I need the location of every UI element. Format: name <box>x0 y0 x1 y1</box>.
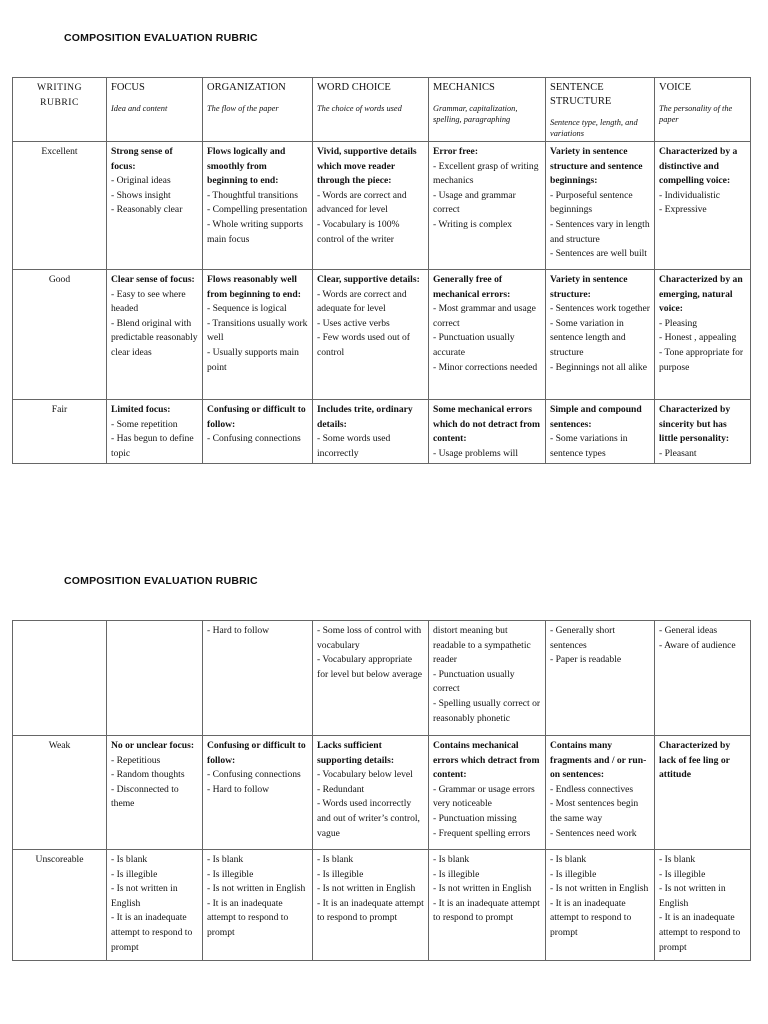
criterion-item: - Blend original with predictable reasonably clear ideas <box>111 317 198 358</box>
criterion-heading: Clear sense of focus: <box>111 274 195 285</box>
criterion-item: - Punctuation usually accurate <box>433 332 515 358</box>
criterion-item: - Usage problems will <box>433 447 518 459</box>
criterion-item: - Usually supports main point <box>207 346 299 373</box>
criterion-item: - Some repetition <box>111 418 178 430</box>
criterion-item: - Some loss of control with vocabulary <box>317 625 422 651</box>
criterion-item: - Original ideas <box>111 175 171 187</box>
column-subtitle: The personality of the paper <box>659 104 733 124</box>
criterion-item: - Individualistic <box>659 189 721 201</box>
row-label <box>13 621 107 736</box>
column-title: SENTENCE STRUCTURE <box>550 82 612 107</box>
criterion-heading: No or unclear focus: <box>111 740 195 751</box>
criterion-item: - Is not written in English <box>433 883 532 895</box>
rubric-cell <box>546 736 655 850</box>
criterion-item: - Is not written in English <box>659 883 726 909</box>
rubric-cell <box>203 850 313 961</box>
criterion-heading: Clear, supportive details: <box>317 274 420 285</box>
criterion-item: - Some variation in sentence length and structure <box>550 317 626 358</box>
rubric-cell <box>655 270 751 400</box>
criterion-heading: Confusing or difficult to follow: <box>207 740 306 766</box>
column-header-focus <box>107 78 203 142</box>
criterion-item: - Repetitious <box>111 754 161 766</box>
criterion-heading: Contains many fragments and / or run-on sentences: <box>550 740 647 781</box>
criterion-item: - Some variations in sentence types <box>550 433 628 459</box>
row-excellent <box>13 142 751 270</box>
criterion-item: - Paper is readable <box>550 654 622 666</box>
criterion-item: - Pleasant <box>659 447 697 459</box>
criterion-heading: Characterized by a distinctive and compelling voice: <box>659 146 738 187</box>
rubric-cell <box>429 400 546 464</box>
column-title: VOICE <box>659 82 692 93</box>
criterion-heading: Characterized by sincerity but has little personality: <box>659 404 731 445</box>
column-header-word-choice <box>313 78 429 142</box>
row-label: Good <box>13 270 107 400</box>
criterion-item: - Redundant <box>317 783 365 795</box>
rubric-table-page-2 <box>12 620 751 961</box>
criterion-heading: Simple and compound sentences: <box>550 404 642 430</box>
criterion-item: - Honest , appealing <box>659 332 737 344</box>
page-title-repeat: COMPOSITION EVALUATION RUBRIC <box>64 575 258 587</box>
column-subtitle: Grammar, capitalization, spelling, paragraphing <box>433 104 518 124</box>
rubric-cell <box>655 850 751 961</box>
column-header-voice <box>655 78 751 142</box>
column-subtitle: Sentence type, length, and variations <box>550 118 638 138</box>
criterion-heading: Some mechanical errors which do not detract from content: <box>433 404 540 445</box>
criterion-item: - Words are correct and adequate for level <box>317 288 407 315</box>
criterion-item: - Thoughtful transitions <box>207 189 298 201</box>
criterion-heading: Generally free of mechanical errors: <box>433 274 511 300</box>
criterion-heading: Flows logically and smoothly from beginning to end: <box>207 146 286 187</box>
row-label: Weak <box>13 736 107 850</box>
criterion-item: - Is blank <box>550 854 587 865</box>
row-label: Excellent <box>13 142 107 270</box>
criterion-item: - Punctuation missing <box>433 812 517 824</box>
criterion-item: - Purposeful sentence beginnings <box>550 189 633 216</box>
criterion-item: - Is blank <box>317 854 354 865</box>
criterion-item: - Confusing connections <box>207 433 301 445</box>
rubric-corner-label: WRITING RUBRIC <box>13 78 107 142</box>
criterion-heading: Error free: <box>433 146 479 157</box>
criterion-item: - Random thoughts <box>111 769 185 781</box>
criterion-heading: Confusing or difficult to follow: <box>207 404 306 430</box>
criterion-heading: Variety in sentence structure: <box>550 274 628 300</box>
criterion-item: - General ideas <box>659 625 718 636</box>
rubric-cell <box>429 270 546 400</box>
criterion-item: - It is an inadequate attempt to respond to prompt <box>659 912 741 953</box>
criterion-item: - Sentences are well built <box>550 248 647 260</box>
criterion-item: - Hard to follow <box>207 625 270 636</box>
criterion-item: - Confusing connections <box>207 769 301 781</box>
criterion-item: - It is an inadequate attempt to respond to prompt <box>550 897 632 938</box>
criterion-item: - Sequence is logical <box>207 303 287 315</box>
criterion-item: - Words used incorrectly and out of writer’s control, vague <box>317 798 420 839</box>
rubric-cell <box>546 142 655 270</box>
criterion-heading: Characterized by an emerging, natural voice: <box>659 274 743 315</box>
row-label: Unscoreable <box>13 850 107 961</box>
criterion-item: - Beginnings not all alike <box>550 361 647 373</box>
criterion-heading: Strong sense of focus: <box>111 146 173 172</box>
rubric-cell <box>203 142 313 270</box>
criterion-heading: Characterized by lack of fee ling or attitude <box>659 740 731 781</box>
criterion-item: - Endless connectives <box>550 783 634 795</box>
criterion-item: - Is blank <box>659 854 696 865</box>
criterion-item: - Easy to see where headed <box>111 288 186 315</box>
criterion-item: - Grammar or usage errors very noticeable <box>433 783 535 810</box>
rubric-cell <box>107 621 203 736</box>
criterion-item: - Writing is complex <box>433 218 513 230</box>
rubric-cell <box>546 270 655 400</box>
criterion-item: - Some words used incorrectly <box>317 433 391 459</box>
row-label: Fair <box>13 400 107 464</box>
rubric-cell <box>429 621 546 736</box>
rubric-cell <box>107 850 203 961</box>
rubric-cell <box>313 621 429 736</box>
criterion-item: - Sentences vary in length and structure <box>550 218 650 245</box>
criterion-heading: Includes trite, ordinary details: <box>317 404 413 430</box>
criterion-item: - Most grammar and usage correct <box>433 303 536 329</box>
criterion-item: - Few words used out of control <box>317 332 410 358</box>
criterion-item: - Vocabulary appropriate for level but below average <box>317 654 422 680</box>
criterion-item: - Vocabulary is 100% control of the writer <box>317 218 400 245</box>
criterion-item: - Words are correct and advanced for level <box>317 189 407 216</box>
rubric-cell <box>313 736 429 850</box>
rubric-cell <box>203 270 313 400</box>
row-fair-continued <box>13 621 751 736</box>
criterion-item: - Aware of audience <box>659 639 736 651</box>
criterion-item: - Frequent spelling errors <box>433 827 531 839</box>
criterion-item: - Tone appropriate for purpose <box>659 346 744 373</box>
criterion-item: - Is illegible <box>207 868 254 880</box>
rubric-cell <box>655 621 751 736</box>
criterion-item: - It is an inadequate attempt to respond to prompt <box>317 897 424 924</box>
criterion-item: - Is not written in English <box>207 883 306 895</box>
criterion-heading: Vivid, supportive details which move reader through the piece: <box>317 146 417 187</box>
criterion-item: - Is not written in English <box>317 883 416 895</box>
rubric-cell <box>313 142 429 270</box>
criterion-item: - Is blank <box>207 854 244 865</box>
rubric-cell <box>546 850 655 961</box>
criterion-item: - Shows insight <box>111 189 171 201</box>
rubric-cell <box>203 400 313 464</box>
criterion-item: - Usage and grammar correct <box>433 189 516 216</box>
criterion-item: - Is not written in English <box>111 883 178 909</box>
criterion-item: - Is illegible <box>111 868 158 880</box>
header-row <box>13 78 751 142</box>
rubric-cell <box>107 736 203 850</box>
rubric-cell <box>107 142 203 270</box>
criterion-item: - Reasonably clear <box>111 204 183 216</box>
criterion-item: - Is illegible <box>433 868 480 880</box>
rubric-cell <box>546 400 655 464</box>
criterion-item: - Is not written in English <box>550 883 649 895</box>
criterion-item: - Generally short sentences <box>550 625 616 651</box>
criterion-heading: Flows reasonably well from beginning to end: <box>207 274 301 300</box>
rubric-cell <box>546 621 655 736</box>
rubric-cell <box>655 142 751 270</box>
criterion-item: - Is blank <box>433 854 470 865</box>
column-header-sentence-structure <box>546 78 655 142</box>
criterion-item: - Uses active verbs <box>317 317 390 329</box>
column-subtitle: The flow of the paper <box>207 104 279 113</box>
rubric-cell <box>107 270 203 400</box>
criterion-item: - Expressive <box>659 204 707 216</box>
column-title: FOCUS <box>111 82 145 93</box>
criterion-item: - Hard to follow <box>207 783 270 795</box>
rubric-cell <box>203 736 313 850</box>
column-title: ORGANIZATION <box>207 82 286 93</box>
criterion-item: - Is blank <box>111 854 148 865</box>
rubric-cell <box>203 621 313 736</box>
column-subtitle: Idea and content <box>111 104 168 113</box>
criterion-item: - Is illegible <box>659 868 706 880</box>
criterion-item: - It is an inadequate attempt to respond to prompt <box>433 897 540 924</box>
criterion-item: - Sentences need work <box>550 827 637 839</box>
criterion-item: - Transitions usually work well <box>207 317 308 344</box>
criterion-item: - Most sentences begin the same way <box>550 798 639 824</box>
page-title: COMPOSITION EVALUATION RUBRIC <box>64 32 258 44</box>
row-weak <box>13 736 751 850</box>
criterion-item: - Compelling presentation <box>207 204 308 216</box>
rubric-cell <box>313 850 429 961</box>
criterion-item: - Disconnected to theme <box>111 783 179 810</box>
criterion-item: - Punctuation usually correct <box>433 668 515 695</box>
rubric-cell <box>429 736 546 850</box>
rubric-cell <box>313 270 429 400</box>
rubric-cell <box>107 400 203 464</box>
criterion-item: - Is illegible <box>550 868 597 880</box>
criterion-item: - Is illegible <box>317 868 364 880</box>
rubric-cell <box>655 736 751 850</box>
criterion-item: - Whole writing supports main focus <box>207 218 304 245</box>
criterion-item: - Vocabulary below level <box>317 769 413 781</box>
column-subtitle: The choice of words used <box>317 104 402 113</box>
criterion-item: - Has begun to define topic <box>111 433 194 459</box>
column-title: MECHANICS <box>433 82 495 93</box>
column-title: WORD CHOICE <box>317 82 391 93</box>
column-header-mechanics <box>429 78 546 142</box>
criterion-heading: Variety in sentence structure and sentence beginnings: <box>550 146 643 187</box>
criterion-item: - Pleasing <box>659 317 698 329</box>
criterion-item: - It is an inadequate attempt to respond to prompt <box>111 912 193 953</box>
column-header-organization <box>203 78 313 142</box>
rubric-cell <box>429 850 546 961</box>
criterion-item: - It is an inadequate attempt to respond to prompt <box>207 897 289 938</box>
criterion-heading: Limited focus: <box>111 404 171 415</box>
row-unscoreable <box>13 850 751 961</box>
rubric-table-page-1 <box>12 77 751 464</box>
criterion-heading: Lacks sufficient supporting details: <box>317 740 395 766</box>
criterion-heading: Contains mechanical errors which detract from content: <box>433 740 540 781</box>
criterion-item: - Minor corrections needed <box>433 361 538 373</box>
rubric-cell <box>313 400 429 464</box>
criterion-item: - Spelling usually correct or reasonably phonetic <box>433 697 541 724</box>
criterion-item: - Sentences work together <box>550 303 650 315</box>
row-good <box>13 270 751 400</box>
rubric-cell <box>655 400 751 464</box>
criterion-item: - Excellent grasp of writing mechanics <box>433 160 539 187</box>
rubric-cell <box>429 142 546 270</box>
row-fair <box>13 400 751 464</box>
criterion-item: distort meaning but readable to a sympathetic reader <box>433 625 531 666</box>
